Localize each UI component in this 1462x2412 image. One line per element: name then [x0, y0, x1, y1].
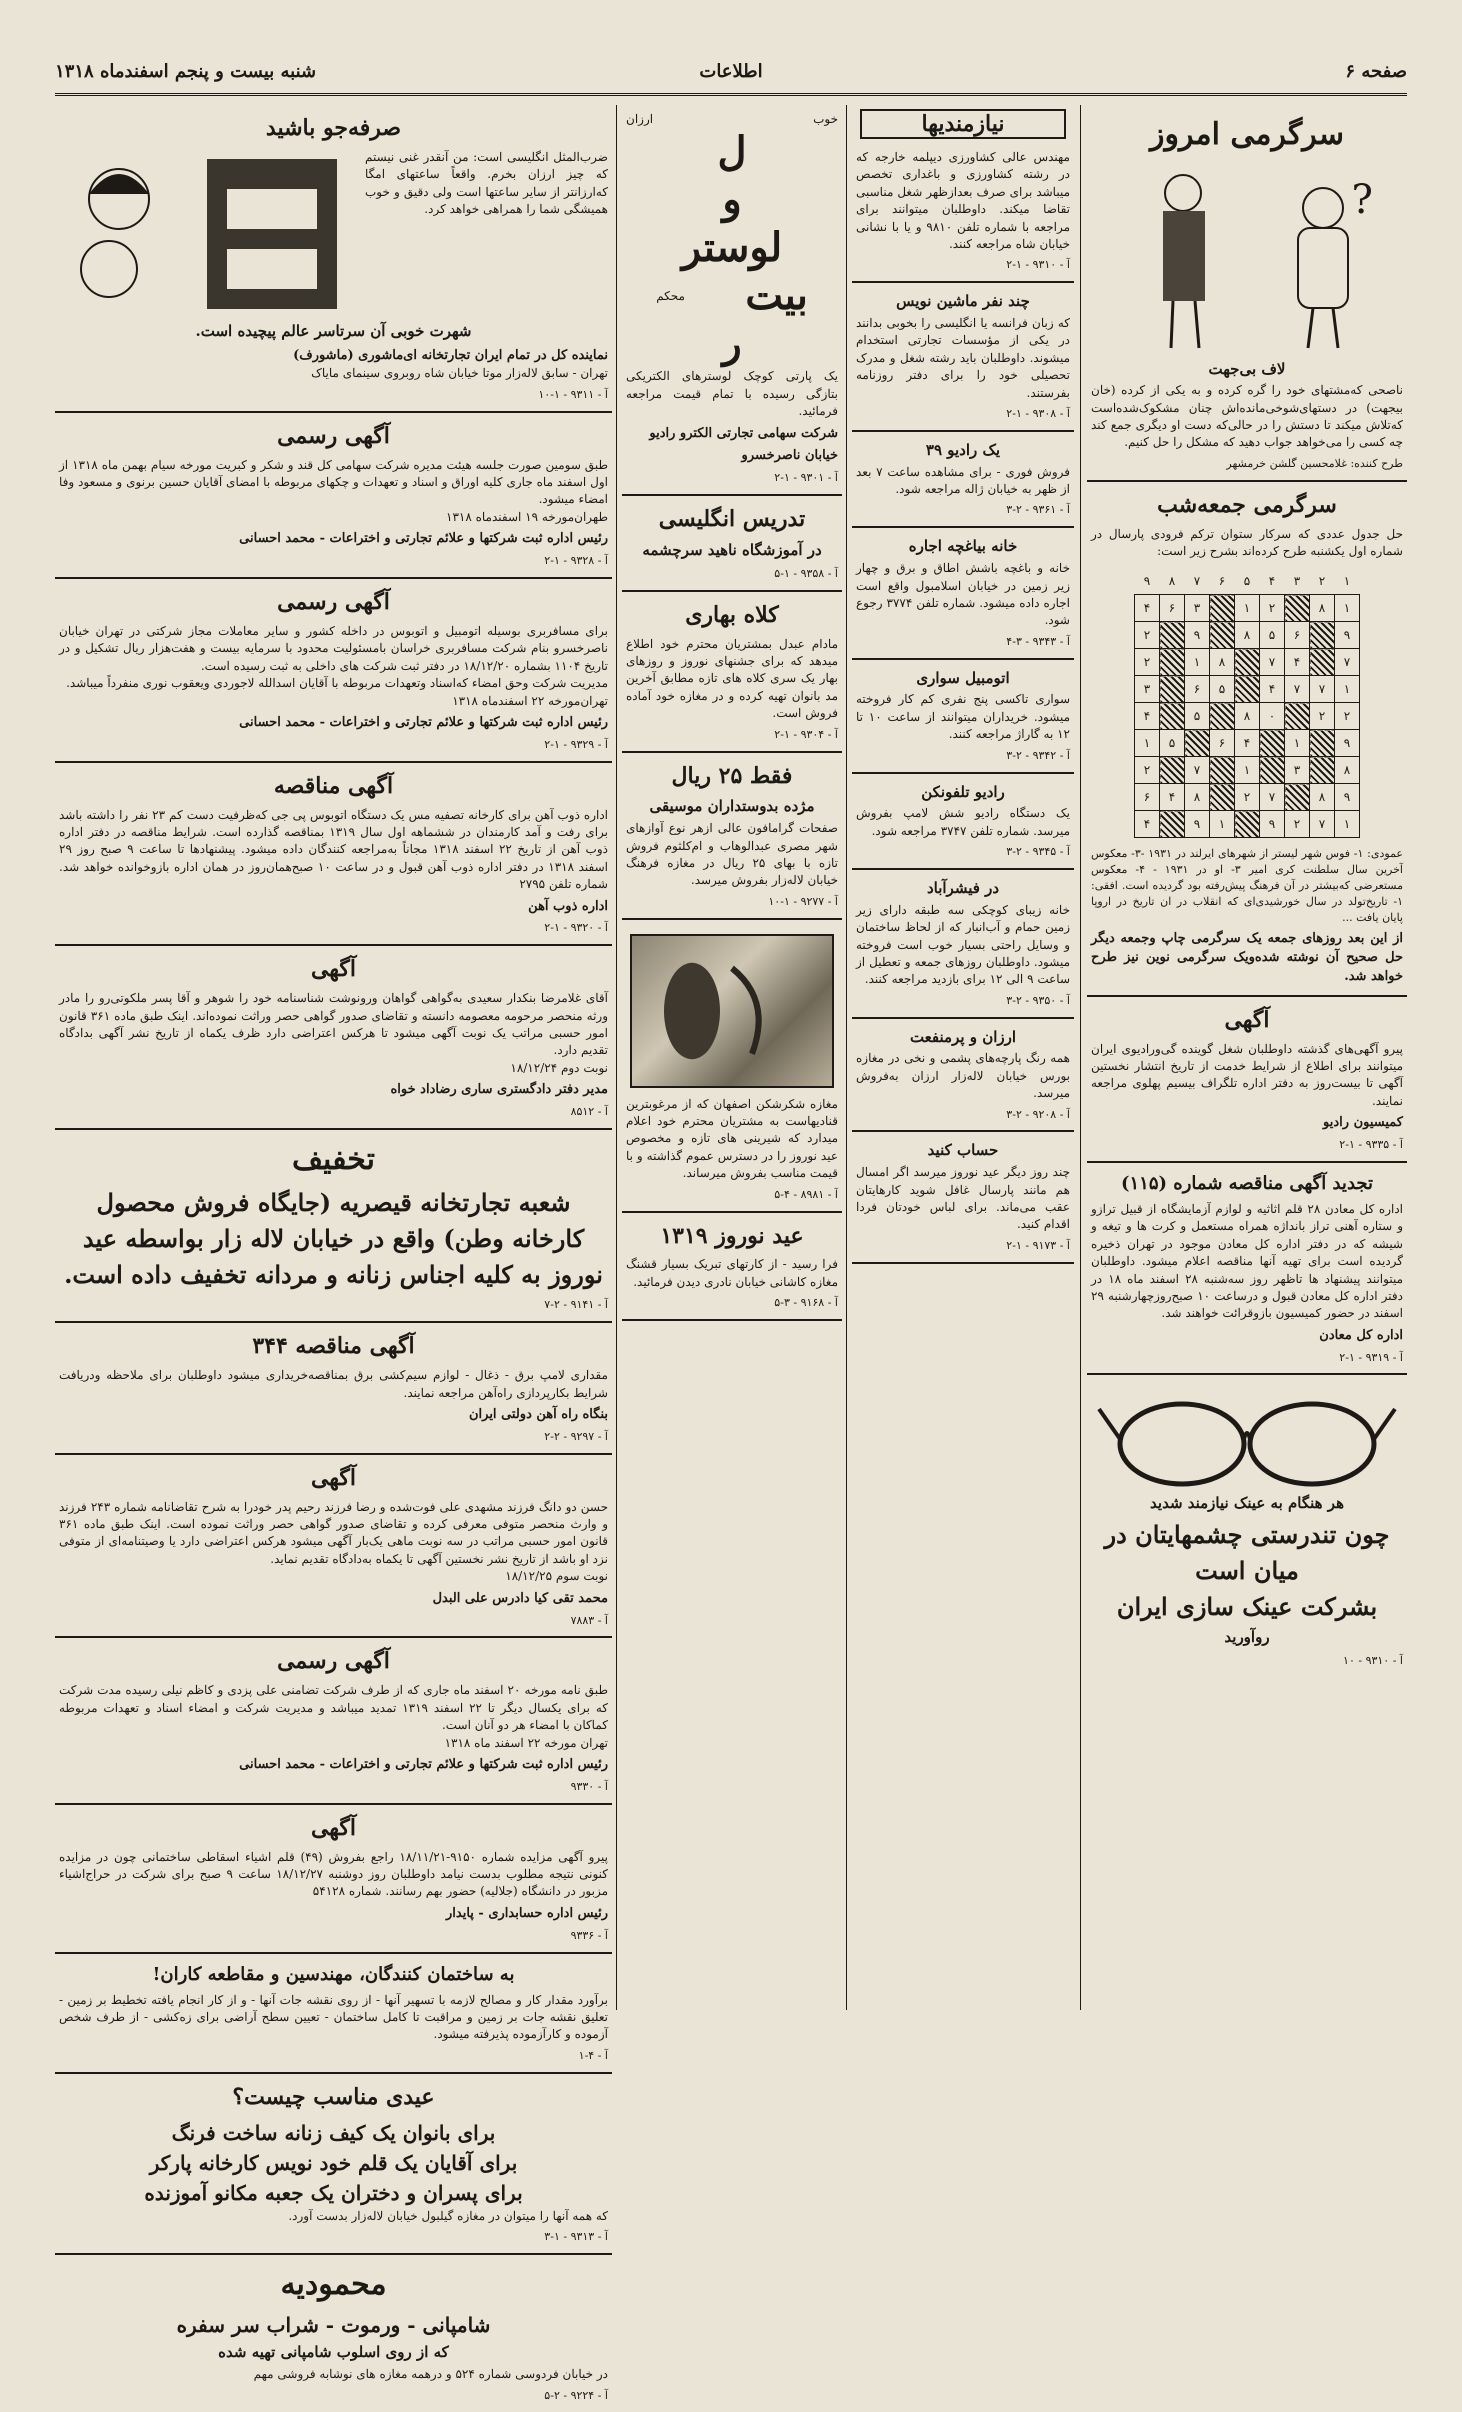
- grid-cell: ۷: [1310, 676, 1335, 703]
- watch-address: تهران - سابق لاله‌زار موتا خیابان شاه روبروی سینمای مایاک: [311, 366, 608, 381]
- watch-ad: [55, 105, 612, 413]
- english-tutoring-ad: [622, 496, 842, 592]
- tender-ref: آ - ۹۳۲۰ - ۱-۲: [544, 921, 608, 935]
- inheritance-1-title: آگهی: [310, 956, 357, 983]
- grid-cell: ۸: [1310, 595, 1335, 622]
- tender-title: آگهی مناقصه: [273, 772, 394, 799]
- auction-notice: [55, 1805, 612, 1954]
- grid-cell: [1160, 811, 1185, 838]
- page-number: صفحه ۶: [1345, 61, 1407, 82]
- issue-date: شنبه بیست و پنجم اسفندماه ۱۳۱۸: [55, 61, 317, 82]
- tender-344-ref: آ - ۹۲۹۷ - ۲-۲: [544, 1429, 608, 1443]
- tender-signature: اداره کل معادن: [1319, 1327, 1403, 1343]
- grid-cell: ۸: [1185, 784, 1210, 811]
- grid-cell: ۲: [1235, 784, 1260, 811]
- grid-column-number: ۵: [1243, 573, 1251, 588]
- inheritance-1-ref: آ - ۸۵۱۲: [570, 1104, 608, 1118]
- grid-cell: ۵: [1260, 622, 1285, 649]
- classified-ref: آ - ۹۳۴۲ - ۲-۳: [1006, 748, 1070, 762]
- grid-cell: ۲: [1285, 811, 1310, 838]
- grid-solution-text: عمودی: ۱- فوس شهر لیستر از شهرهای ایرلند در ۱۹۳۱ -۳- معکوس آخرین سال سلطنت کری امیر ۳- او در ۱۹۳۱ - ۴- معکوس مستعرضی که‌بیشتر در آن فرهنگ پیش‌رفته بود گردیده است. افقی: ۱- تاریخ‌تولد در سال خورشیدی‌ای که انقلاب در ان تاریخ در اروپا پایان یافت ...: [1091, 847, 1403, 925]
- tender-344-signature: بنگاه راه آهن دولتی ایران: [468, 1407, 608, 1423]
- grid-cell: ۱: [1235, 595, 1260, 622]
- inheritance-1-text: آقای غلامرضا بنکدار سعیدی به‌گواهی گواهان ورونوشت شناسنامه خود را شوهر و آقا پسر ملکوتی‌رو را مادر ورثه منحصر مرحومه معصومه دانسته و تقاضای صدور گواهی حصر وراثت نموده‌اند. اینک طبق ماده ۳۶۱ قانون امور حسبی مراتب یک نوبت آگهی میشود تا هرکس اعتراضی دارد ظرف یکماه از تاریخ نشر آگهی بدادگاه تقدیم دارد.: [59, 991, 608, 1058]
- grid-cell: [1185, 730, 1210, 757]
- official-3-text: طبق نامه مورخه ۲۰ اسفند ماه جاری که از طرف شرکت تضامنی علی پزدی و کاظم نیلی رسیده مدت شرکت که برای یکسال دیگر تا ۲۲ اسفند ۱۳۱۹ تمدید میباشد و مدیریت شرکت و امضاء اسناد و تعهدات مربوطه کماکان با امضاء هر دو آنان است.: [59, 1683, 608, 1733]
- chandelier-big-3: لوستر: [681, 224, 783, 272]
- watch-ref: آ - ۹۳۱۱ - ۱-۱۰: [538, 387, 608, 401]
- classified-title: اتومبیل سواری: [916, 668, 1010, 687]
- records-title: فقط ۲۵ ریال: [671, 762, 793, 789]
- nowruz-ref: آ - ۹۱۶۸ - ۳-۵: [774, 1296, 838, 1310]
- grid-cell: ۲: [1135, 649, 1160, 676]
- confectionery-photo: [630, 934, 834, 1088]
- grid-cell: [1310, 649, 1335, 676]
- chandelier-address: خیابان ناصرخسرو: [741, 448, 838, 464]
- inheritance-2-title: آگهی: [310, 1464, 357, 1491]
- chandelier-big-4: بیت: [745, 272, 808, 320]
- optician-ad: [1087, 1375, 1407, 1676]
- classified-text: خانه زیبای کوچکی سه طبقه دارای زیر زمین حمام و آب‌انبار که از لحاظ ساختمان و وسایل راحتی بسیار خوب است فروخته میشود. داوطلبان روزهای جمعه و تعطیل از ساعت ۹ الی ۱۲ برای بازدید مراجعه کنند.: [856, 902, 1070, 987]
- chandelier-tag-cheap: ارزان: [626, 112, 654, 126]
- watch-caption: شهرت خوبی آن سرتاسر عالم پیچیده است.: [195, 321, 472, 340]
- classified-ref: آ - ۹۳۵۰ - ۲-۳: [1006, 993, 1070, 1007]
- optician-line3: بشرکت عینک سازی ایران: [1116, 1592, 1378, 1622]
- tender-signature: اداره ذوب آهن: [528, 898, 608, 914]
- classified-text: سواری تاکسی پنج نفری کم کار فروخته میشود. خریداران میتوانند از ساعت ۱۰ تا ۱۲ به گاراژ مراجعه کنند.: [856, 692, 1070, 742]
- hat-title: کلاه بهاری: [685, 601, 779, 628]
- grid-cell: ۱: [1235, 757, 1260, 784]
- watch-text: ضرب‌المثل انگلیسی است: من آنقدر غنی نیستم که چیز ارزان بخرم. واقعاً ساعتهای امگا که‌ارزانتر از سایر ساعتها است ولی دقیق و خوب همیشگی شما را همراهی خواهد کرد.: [365, 149, 608, 217]
- classifieds-list: [852, 143, 1074, 1264]
- gift-line-1: برای بانوان یک کیف زنانه ساخت فرنگ: [171, 2120, 496, 2145]
- confectionery-text: مغازه شکرشکن اصفهان که از مرغوبترین قنادیهاست به مشتریان محترم خود اعلام میدارد که شیرینی های تازه و مخصوص عید نوروز را در دسترس عموم گذاشته و با قیمت مناسب بفروش میرساند.: [626, 1096, 838, 1181]
- grid-cell: [1310, 757, 1335, 784]
- auction-title: آگهی: [310, 1814, 357, 1841]
- chandelier-ref: آ - ۹۳۰۱ - ۱-۲: [774, 471, 838, 485]
- official-1-ref: آ - ۹۳۲۸ - ۱-۲: [544, 554, 608, 568]
- svg-text:?: ?: [1351, 176, 1373, 223]
- mahmudieh-line-2: که از روی اسلوب شامپانی تهیه شده: [218, 2343, 449, 2362]
- gift-line-2: برای آقایان یک قلم خود نویس کارخانه پارکر: [149, 2150, 518, 2175]
- grid-cell: [1160, 622, 1185, 649]
- chandelier-tag-good: خوب: [813, 112, 838, 126]
- grid-cell: [1235, 649, 1260, 676]
- official-3-signature: رئیس اداره ثبت شرکتها و علائم تجارتی و اختراعات - محمد احسانی: [239, 1756, 608, 1772]
- optician-line2: چون تندرستی چشمهایتان در میان است: [1104, 1520, 1390, 1586]
- grid-cell: ۰: [1260, 703, 1285, 730]
- grid-column-number: ۳: [1293, 573, 1301, 588]
- tender-344-title: آگهی مناقصه ۳۴۴: [252, 1333, 415, 1360]
- puzzle-title: سرگرمی امروز: [1150, 117, 1344, 152]
- grid-cell: ۷: [1310, 811, 1335, 838]
- grid-cell: ۵: [1160, 730, 1185, 757]
- inheritance-2-text: حسن دو دانگ فرزند مشهدی علی فوت‌شده و رضا فرزند رحیم پدر خودرا به شرح تقاضانامه شماره ۲۴۳ فرزند و وارث منحصر متوفی معرفی کرده و تقاضای صدور گواهی حصر وراثت نموده است. اینک طبق ماده ۳۶۱ قانون امور حسبی مراتب در سه نوبت ماهی یک‌بار آگهی میشود هرکس اعتراضی دارد یا وصیتنامه‌ای از متوفی نزد او باشد از تاریخ نشر نخستین آگهی تا یکماه به‌دادگاه تقدیم نماید.: [59, 1499, 608, 1566]
- official-notice-1: [55, 413, 612, 579]
- tender-344-text: مقداری لامپ برق - ذغال - لوازم سیم‌کشی برق بمناقصه‌خریداری میشود داوطلبان برای ملاحظه ودریافت شرایط بکارپردازی راه‌آهن مراجعه نمایند.: [59, 1368, 608, 1400]
- grid-cell: ۵: [1210, 676, 1235, 703]
- optician-ref: آ - ۹۳۱۰ - ۱۰: [1343, 1653, 1403, 1667]
- column-divider: [846, 105, 847, 2010]
- grid-cell: ۱: [1335, 811, 1360, 838]
- inheritance-notice-1: [55, 946, 612, 1130]
- cartoon-figures-icon: [1093, 163, 1403, 353]
- classified-item: [852, 870, 1074, 1019]
- confectionery-ad: [622, 920, 842, 1213]
- grid-cell: ۱: [1285, 730, 1310, 757]
- grid-cell: [1210, 595, 1235, 622]
- glasses-icon: [1091, 1389, 1403, 1489]
- grid-column-number: ۱: [1343, 573, 1351, 588]
- grid-cell: ۹: [1185, 622, 1210, 649]
- grid-cell: ۷: [1260, 649, 1285, 676]
- grid-cell: ۵: [1185, 703, 1210, 730]
- grid-cell: ۹: [1335, 622, 1360, 649]
- grid-cell: [1160, 676, 1185, 703]
- mahmudieh-text: در خیابان فردوسی شماره ۵۲۴ و درهمه مغازه های نوشابه فروشی مهم: [253, 2367, 608, 2382]
- chandelier-text: یک پارتی کوچک لوسترهای الکتریکی بتازگی رسیده با تمام قیمت مراجعه فرمائید.: [626, 369, 838, 419]
- grid-cell: [1160, 649, 1185, 676]
- grid-cell: ۴: [1135, 703, 1160, 730]
- grid-column-number: ۷: [1193, 573, 1201, 588]
- confectionery-ref: آ - ۸۹۸۱ - ۴-۵: [774, 1187, 838, 1201]
- classified-text: یک دستگاه رادیو شش لامپ بفروش میرسد. شماره تلفن ۳۷۴۷ مراجعه شود.: [856, 806, 1070, 838]
- cartoon-illustration: [1091, 163, 1403, 353]
- grid-cell: ۸: [1335, 757, 1360, 784]
- grid-cell: [1310, 622, 1335, 649]
- grid-puzzle-intro: حل جدول عددی که سرکار ستوان ترکم فرودی پارسال در شماره اول یکشنبه طرح کرده‌اند بشرح زیر است:: [1091, 526, 1403, 559]
- gift-title: عیدی مناسب چیست؟: [232, 2083, 435, 2110]
- grid-cell: ۶: [1160, 595, 1185, 622]
- grid-cell: ۸: [1235, 622, 1260, 649]
- puzzle-credit: طرح کننده: غلامحسین گلشن خرمشهر: [1226, 456, 1403, 470]
- classified-item: [852, 283, 1074, 432]
- classified-text: فروش فوری - برای مشاهده ساعت ۷ بعد از ظهر به خیابان ژاله مراجعه شود.: [856, 464, 1070, 497]
- classified-item: [852, 774, 1074, 870]
- watch-title: صرفه‌جو باشید: [265, 115, 402, 141]
- grid-column-number: ۹: [1143, 573, 1151, 588]
- grid-cell: [1160, 703, 1185, 730]
- grid-cell: ۸: [1310, 784, 1335, 811]
- grid-cell: ۶: [1185, 676, 1210, 703]
- grid-cell: ۴: [1285, 649, 1310, 676]
- radio-announcer-notice: [1087, 997, 1407, 1163]
- column-divider: [616, 105, 617, 2010]
- hat-ref: آ - ۹۳۰۴ - ۱-۲: [774, 727, 838, 741]
- official-2-date: تهران‌مورخه ۲۲ اسفندماه ۱۳۱۸: [452, 693, 608, 708]
- chandelier-big-2: و: [722, 176, 742, 224]
- official-2-title: آگهی رسمی: [277, 589, 390, 616]
- grid-cell: [1285, 784, 1310, 811]
- grid-cell: ۹: [1335, 730, 1360, 757]
- grid-cell: [1210, 757, 1235, 784]
- puzzle-today: [1087, 105, 1407, 482]
- grid-cell: [1210, 784, 1235, 811]
- grid-puzzle-title: سرگرمی جمعه‌شب: [1157, 491, 1337, 518]
- chandelier-big-1: ل: [717, 128, 747, 176]
- optician-line1: هر هنگام به عینک نیازمند شدید: [1150, 1494, 1344, 1513]
- inheritance-notice-2: [55, 1455, 612, 1639]
- grid-cell: ۷: [1285, 676, 1310, 703]
- grid-cell: ۷: [1260, 784, 1285, 811]
- music-records-ad: [622, 753, 842, 920]
- classified-text: مهندس عالی کشاورزی دیپلمه خارجه که در رشته کشاورزی و باغداری تخصص میباشد برای صرف بعدازظهر شغل مناسبی تقاضا میکند. داوطلبان میتوانند برای مراجعه با شماره تلفن ۹۸۱۰ و یا با نشانی خیابان شاه مراجعه کنند.: [856, 150, 1070, 251]
- watch-box-icon: [187, 149, 357, 319]
- mahmudieh-ad: [55, 2255, 612, 2412]
- inheritance-1-signature: مدیر دفتر دادگستری ساری رضاداد خواه: [390, 1082, 608, 1098]
- number-grid: [1134, 568, 1360, 838]
- grid-cell: [1160, 757, 1185, 784]
- chandelier-tag-strong: محکم: [656, 288, 685, 303]
- grid-cell: ۱: [1210, 811, 1235, 838]
- official-3-date: تهران مورخه ۲۲ اسفند ماه ۱۳۱۸: [444, 1735, 608, 1750]
- discount-ad: [55, 1130, 612, 1323]
- records-text: صفحات گرامافون عالی ازهر نوع آوازهای شهر مصری عبدالوهاب و ام‌کلثوم فروش تازه با بهای ۲۵ ریال در مغازه فرهنگ خیابان لاله‌زار بفروش میرسد.: [626, 821, 838, 888]
- inheritance-1-date: نوبت دوم ۱۸/۱۲/۲۴: [510, 1060, 608, 1075]
- grid-cell: ۹: [1260, 811, 1285, 838]
- classified-item: [852, 432, 1074, 528]
- grid-cell: ۱: [1335, 595, 1360, 622]
- grid-cell: ۱: [1335, 676, 1360, 703]
- newspaper-name: اطلاعات: [699, 61, 763, 82]
- grid-cell: ۳: [1135, 676, 1160, 703]
- tutoring-title: تدریس انگلیسی: [658, 506, 806, 533]
- grid-cell: ۳: [1185, 595, 1210, 622]
- discount-text: شعبه تجارتخانه قیصریه (جایگاه فروش محصول کارخانه وطن) واقع در خیابان لاله زار بواسطه عید نوروز به کلیه اجناس زنانه و مردانه تخفیف داده است.: [64, 1188, 603, 1290]
- watch-agent: نماینده کل در تمام ایران تجارتخانه ای‌ماشوری (ماشورف): [293, 347, 608, 363]
- classified-title: در فیشرآباد: [926, 878, 1000, 897]
- column-divider: [1080, 105, 1081, 2010]
- grid-cell: [1285, 595, 1310, 622]
- tender-344-notice: [55, 1323, 612, 1454]
- page-header: [55, 55, 1407, 96]
- inheritance-2-date: نوبت سوم ۱۸/۱۲/۲۵: [505, 1569, 608, 1584]
- classified-text: چند روز دیگر عید نوروز میرسد اگر امسال هم مانند پارسال غافل شوید کارهایتان عقب می‌ماند. برای لباس خودتان فردا اقدام کنید.: [856, 1165, 1070, 1232]
- official-1-title: آگهی رسمی: [277, 422, 390, 449]
- construction-text: برآورد مقدار کار و مصالح لازمه با تسهیر آنها - از روی نقشه جات آنها - و از کار انجام یافته تخطیط بر زمین - تعلیق نقشه جات بر زمین و مراقبت تا کامل ساختمان - تعیین سطح آراضی برای زه‌کشی - از طرف شخص آزموده و کارآزموده پذیرفته میشود.: [59, 1992, 608, 2042]
- tender-ref: آ - ۹۳۱۹ - ۱-۲: [1339, 1350, 1403, 1364]
- classified-ref: آ - ۹۳۶۱ - ۲-۳: [1006, 503, 1070, 517]
- tender-115-notice: [1087, 1163, 1407, 1376]
- gift-line-3: برای پسران و دختران یک جعبه مکانو آموزنده: [144, 2180, 523, 2205]
- classified-ref: آ - ۹۳۴۳ - ۳-۴: [1006, 634, 1070, 648]
- grid-cell: [1235, 811, 1260, 838]
- grid-cell: ۲: [1135, 622, 1160, 649]
- grid-cell: ۲: [1335, 703, 1360, 730]
- grid-cell: [1235, 676, 1260, 703]
- classified-title: ارزان و پرمنفعت: [909, 1027, 1017, 1046]
- classifieds-title: نیازمندیها: [860, 109, 1066, 139]
- column-1: [1087, 105, 1407, 2010]
- nowruz-cards-ad: [622, 1213, 842, 1322]
- gift-ref: آ - ۹۳۱۳ - ۱-۳: [544, 2230, 608, 2243]
- mahmudieh-title: محمودیه: [280, 2266, 387, 2302]
- classified-item: [852, 143, 1074, 283]
- grid-cell: ۲: [1310, 703, 1335, 730]
- official-2-ref: آ - ۹۳۲۹ - ۱-۲: [544, 737, 608, 751]
- grid-cell: ۸: [1235, 703, 1260, 730]
- grid-cell: ۱: [1135, 730, 1160, 757]
- official-2-signature: رئیس اداره ثبت شرکتها و علائم تجارتی و اختراعات - محمد احسانی: [239, 714, 608, 730]
- notice-ref: آ - ۹۳۳۵ - ۱-۲: [1339, 1137, 1403, 1151]
- hat-text: مادام عبدل بمشتریان محترم خود اطلاع میدهد که برای جشنهای نوروز و روزهای بهار یک سری کلاه های تازه مطابق آخرین مد بانوان تهیه کرده و در مغازه خود آماده فروش است.: [626, 636, 838, 721]
- column-3: [622, 105, 842, 2010]
- grid-cell: ۶: [1285, 622, 1310, 649]
- construction-ad: [55, 1954, 612, 2074]
- grid-cell: ۴: [1260, 676, 1285, 703]
- grid-cell: ۴: [1135, 811, 1160, 838]
- tender-title: تجدید آگهی مناقصه شماره (۱۱۵): [1120, 1172, 1374, 1194]
- auction-signature: رئیس اداره حسابداری - پایدار: [445, 1905, 608, 1921]
- grid-column-number: ۸: [1168, 573, 1176, 588]
- inheritance-2-ref: آ - ۷۸۸۳: [570, 1613, 608, 1627]
- grid-cell: ۹: [1335, 784, 1360, 811]
- grid-cell: ۴: [1235, 730, 1260, 757]
- grid-cell: ۶: [1210, 730, 1235, 757]
- classified-ref: آ - ۹۲۰۸ - ۲-۳: [1006, 1107, 1070, 1121]
- number-grid-puzzle: [1087, 482, 1407, 997]
- grid-cell: ۴: [1160, 784, 1185, 811]
- grid-note: از این بعد روزهای جمعه یک سرگرمی چاپ وجمعه دیگر حل صحیح آن نوشته شده‌ویک سرگرمی نوین نیز طرح خواهد شد.: [1091, 931, 1403, 984]
- classified-title: حساب کنید: [927, 1141, 999, 1160]
- official-3-title: آگهی رسمی: [277, 1648, 390, 1675]
- classified-title: یک رادیو ۳۹: [925, 440, 1001, 459]
- classified-text: خانه و باغچه باشش اطاق و برق و چهار زیر زمین در خیابان اسلامبول واقع است اجاره داده میشود. شماره تلفن ۳۷۷۴ رجوع شود.: [856, 561, 1071, 628]
- grid-cell: ۱: [1185, 649, 1210, 676]
- official-notice-2: [55, 579, 612, 763]
- official-1-signature: رئیس اداره ثبت شرکتها و علائم تجارتی و اختراعات - محمد احسانی: [239, 531, 608, 547]
- classified-item: [852, 660, 1074, 774]
- discount-title: تخفیف: [292, 1141, 375, 1177]
- spring-hat-ad: [622, 592, 842, 753]
- classified-title: چند نفر ماشین نویس: [896, 292, 1030, 311]
- grid-cell: [1310, 730, 1335, 757]
- chandelier-shop: شرکت سهامی تجارتی الکترو رادیو: [649, 425, 838, 441]
- chandelier-big-5: ر: [722, 320, 742, 368]
- records-ref: آ - ۹۲۷۷ - ۱-۱۰: [768, 894, 838, 908]
- official-3-ref: آ - ۹۳۳۰: [570, 1779, 608, 1793]
- classified-text: که زبان فرانسه یا انگلیسی را بخوبی بدانند در یکی از مؤسسات تجارتی استخدام میشوند. داوطلبان باید رشته شغل و مدرک تحصیلی خود را برای دفتر روزنامه بفرستند.: [856, 316, 1070, 400]
- chandelier-ad: [622, 105, 842, 496]
- official-notice-3: [55, 1638, 612, 1804]
- nowruz-text: فرا رسید - از کارتهای تبریک بسیار قشنگ مغازه کاشانی خیابان نادری دیدن فرمائید.: [626, 1257, 838, 1289]
- mahmudieh-ref: آ - ۹۲۲۴ - ۲-۵: [544, 2388, 608, 2402]
- notice-title: آگهی: [1224, 1006, 1270, 1033]
- official-1-date: طهران‌مورخه ۱۹ اسفندماه ۱۳۱۸: [446, 509, 608, 524]
- tender-notice: [55, 763, 612, 947]
- construction-title: به ساختمان کنندگان، مهندسین و مقاطعه کاران!: [152, 1963, 515, 1985]
- grid-cell: [1285, 703, 1310, 730]
- faces-illustration-icon: [59, 149, 179, 319]
- discount-ref: آ - ۹۱۴۱ - ۲-۷: [544, 1298, 608, 1312]
- column-4: [55, 105, 612, 2402]
- tutoring-ref: آ - ۹۳۵۸ - ۱-۵: [774, 566, 838, 580]
- classified-ref: آ - ۹۱۷۳ - ۱-۲: [1006, 1238, 1070, 1252]
- official-2-text: برای مسافربری بوسیله اتومبیل و اتوبوس در داخله کشور و سایر معاملات مجاز شرکتی در تهران خیابان ناصرخسرو بنام شرکت مسافربری خراسان بامسئولیت محدود با سرمایه بیست و هفت‌هزار ریال تشکیل و در تاریخ ۱۱۰۴ بشماره ۱۸/۱۲/۲۰ در دفتر ثبت شرکت های داخلی به ثبت رسیده است.: [59, 623, 608, 673]
- grid-cell: ۲: [1260, 595, 1285, 622]
- construction-ref: آ - ۴-۱: [578, 2048, 608, 2062]
- grid-cell: ۴: [1135, 595, 1160, 622]
- classified-item: [852, 528, 1074, 659]
- classified-title: خانه بیاغچه اجاره: [908, 537, 1018, 556]
- auction-text: پیرو آگهی مزایده شماره ۹۱۵۰-۱۸/۱۱/۲۱ راجع بفروش (۴۹) قلم اشیاء اسقاطی ساختمانی چون در مزایده کنونی نتیجه مطلوب بدست نیامد داوطلبان روز دوشنبه ۱۸/۱۲/۲۷ ساعت ۹ صبح برای شرکت در حراج‌اشیاء مزبور در دانشگاه (جلالیه) حضور بهم رسانند. شماره ۵۴۱۲۸: [59, 1849, 608, 1899]
- tender-text: اداره ذوب آهن برای کارخانه تصفیه مس یک دستگاه اتوبوس پی جی که‌ظرفیت دست کم ۲۳ نفر را داشته باشد برای رفت و آمد کارمندان در ششماهه اول سال ۱۳۱۹ بمناقصه گذارده است. شرایط مناقصه در دفتر اداره ذوب آهن از تاریخ ۲۲ اسفند ۱۳۱۸ مجاناً به‌مراجعه کنندگان داده میشود. پیشنهادها تا ساعت ۹ صبح روز ۲۹ اسفند ۱۳۱۸ در دفتر اداره ذوب آهن قبول و در ساعت ۱۰ صبح‌همان‌روز در همان اداره بازوخوانده خواهد شد. شماره تلفن ۲۷۹۵: [59, 807, 609, 892]
- grid-cell: [1210, 703, 1235, 730]
- tutoring-text: در آموزشگاه ناهید سرچشمه: [642, 541, 822, 560]
- grid-column-number: ۴: [1268, 573, 1276, 588]
- classified-ref: آ - ۹۳۴۵ - ۲-۳: [1006, 845, 1070, 859]
- optician-line4: روآورید: [1224, 1628, 1270, 1647]
- grid-cell: [1260, 757, 1285, 784]
- notice-signature: کمیسیون رادیو: [1323, 1115, 1403, 1131]
- classified-title: رادیو تلفونکن: [921, 782, 1005, 801]
- puzzle-text: ناصحی که‌مشتهای خود را گره کرده و به یکی از کرده (خان بیجهت) در دستهای‌شوخی‌مانده‌اش چنان مشکوک‌شده‌است که‌تلاش میکند تا دستش را در حالی‌که دست او دیگری جمع کند چه کسی را می‌خواهد جواب دهید که مشکل را حل کنیم.: [1091, 383, 1403, 450]
- classified-item: [852, 1019, 1074, 1133]
- classified-item: [852, 1132, 1074, 1263]
- grid-column-number: ۶: [1218, 573, 1226, 588]
- official-1-text: طبق سومین صورت جلسه هیئت مدیره شرکت سهامی کل قند و شکر و کبریت مورخه سیام بهمن ماه ۱۳۱۸ از اول اسفند ماه جاری کلیه اوراق و اسناد و تعهدات و چکهای مربوطه با امضای آقایان حسین برنوی و مسعود وفا امضاء میشود.: [59, 457, 608, 507]
- grid-cell: ۹: [1185, 811, 1210, 838]
- nowruz-title: عید نوروز ۱۳۱۹: [660, 1222, 804, 1249]
- grid-cell: [1210, 622, 1235, 649]
- grid-cell: ۸: [1210, 649, 1235, 676]
- official-2-text2: مدیریت شرکت وحق امضاء که‌اسناد وتعهدات مربوطه با آقایان اسدالله لاجوردی ویعقوب نوری منفرداً میباشد.: [66, 676, 608, 691]
- cartoon-caption: لاف بی‌جهت: [1208, 359, 1286, 378]
- grid-cell: ۷: [1185, 757, 1210, 784]
- auction-ref: آ - ۹۳۳۶: [570, 1928, 608, 1942]
- notice-text: پیرو آگهی‌های گذشته داوطلبان شغل گوینده گی‌ورادیوی ایران میتوانند برای اطلاع از شرایط خدمت از تاریخ انتشار نخستین آگهی تا بیست‌روز به دفتر اداره تلگراف بیسیم پهلوی مراجعه نمایند.: [1091, 1041, 1403, 1108]
- classified-text: همه رنگ پارچه‌های پشمی و نخی در مغازه بورس خیابان لاله‌زار ارزان به‌فروش میرسد.: [856, 1051, 1070, 1101]
- grid-cell: ۶: [1135, 784, 1160, 811]
- inheritance-2-signature: محمد تقی کیا دادرس علی البدل: [432, 1590, 608, 1606]
- mahmudieh-line-1: شامپانی - ورموت - شراب سر سفره: [176, 2313, 491, 2338]
- gift-text: که همه آنها را میتوان در مغازه گیلبول خیابان لاله‌زار بدست آورد.: [288, 2208, 608, 2223]
- column-2: [852, 105, 1074, 2010]
- records-subtitle: مژده بدوستداران موسیقی: [649, 797, 815, 816]
- grid-cell: [1260, 730, 1285, 757]
- grid-cell: ۳: [1285, 757, 1310, 784]
- classified-ref: آ - ۹۳۱۰ - ۱-۲: [1006, 258, 1070, 272]
- gift-ad: [55, 2074, 612, 2255]
- grid-cell: ۲: [1135, 757, 1160, 784]
- classified-ref: آ - ۹۳۰۸ - ۱-۲: [1006, 406, 1070, 420]
- grid-cell: ۷: [1335, 649, 1360, 676]
- tender-text: اداره کل معادن ۲۸ قلم اثاثیه و لوازم آزمایشگاه از قبیل ترازو و ستاره آهنی تراز بانداژه همراه مستعمل و کرت ها و تیغه و شیشه که در دفتر اداره کل معادن موجود در تهران ذخیره گردیده است برای تهیه آنها مناقصه اعلام میشود. داوطلبان میتوانند پیشنهاد ها تاظهر روز سه‌شنبه ۲۸ اسفند ماه ۱۸ در دفتر اداره کل معادن قبول و درساعت ۱۰ صبح‌روزچهارشنبه ۲۹ اسفند در حضور کمیسیون بازوقرائت خواهند شد.: [1091, 1201, 1404, 1321]
- grid-column-number: ۲: [1318, 573, 1326, 588]
- newspaper-page: [55, 55, 1407, 2402]
